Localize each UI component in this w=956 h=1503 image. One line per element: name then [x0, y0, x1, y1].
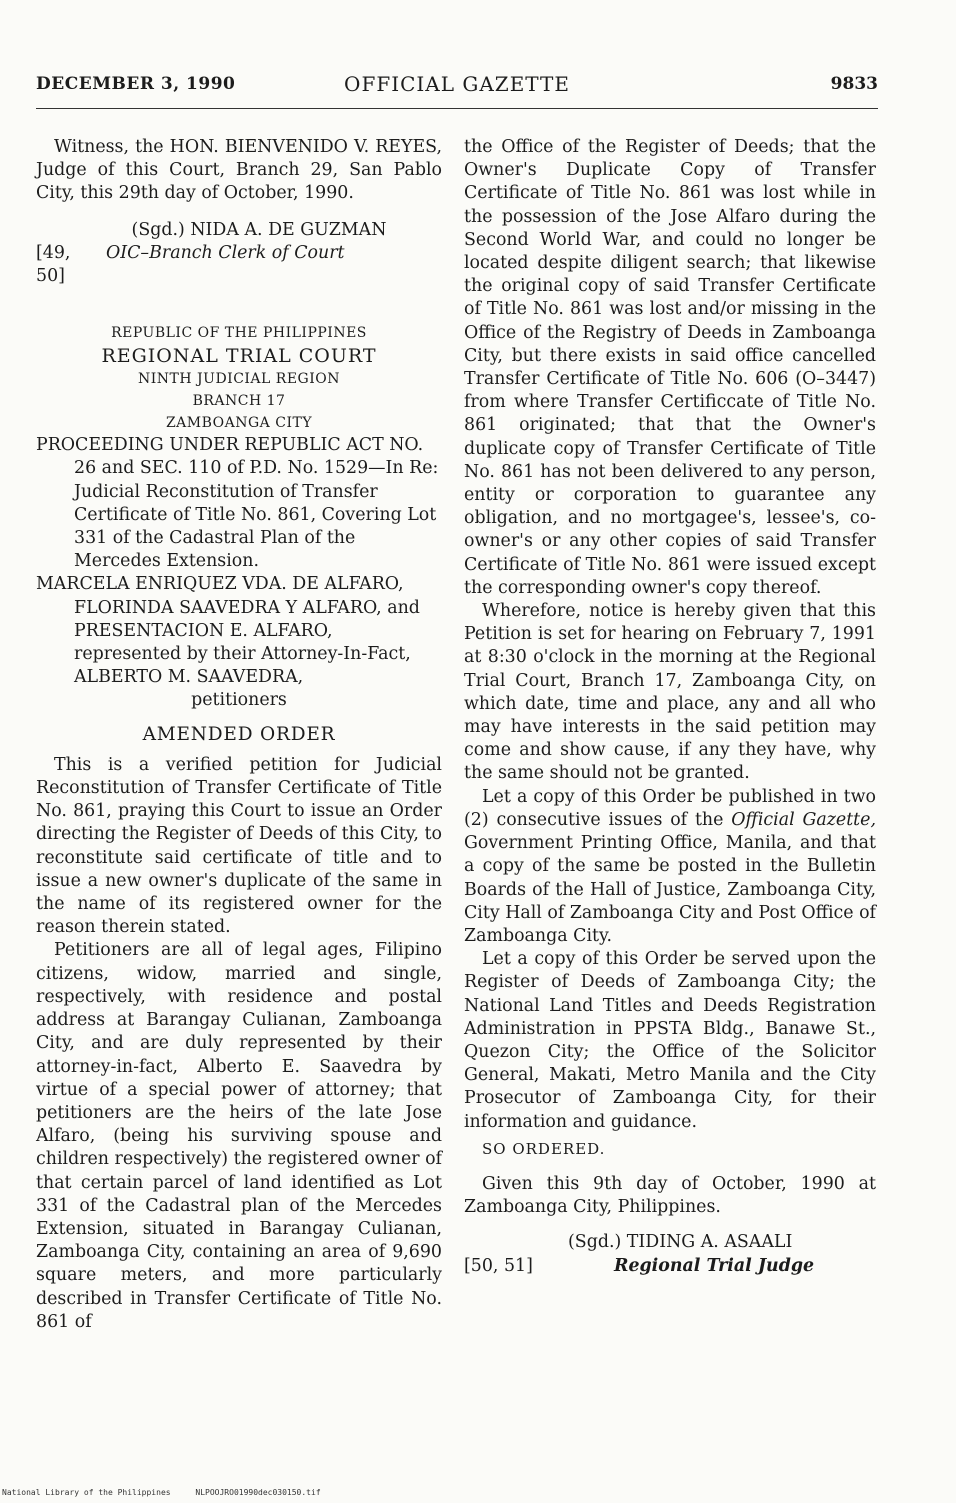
order-paragraph-1: This is a verified petition for Judicial Reconstitution of Transfer Certificate of Title No. 861, praying this Court to issue an Order directing the Register of Deeds of this City, to reconstitute said certificate of title and to issue a new owner's duplicate of the same in the name of its registered owner for the reason therein stated.: [36, 754, 442, 938]
court-region: NINTH JUDICIAL REGION: [138, 371, 340, 388]
court-name: REGIONAL TRIAL COURT: [101, 345, 377, 368]
page-number: 9833: [830, 74, 878, 94]
scan-footer: [2, 1488, 341, 1497]
right-column: [464, 136, 876, 1278]
publication-name: Official Gazette,: [731, 809, 876, 830]
order-paragraph-2: Petitioners are all of legal ages, Filipino citizens, widow, married and single, respectively, with residence and postal address at Barangay Culianan, Zamboanga City, and are duly represented by their attorney-in-fact, Alberto E. Saavedra by virtue of a special power of attorney; that petitioners are the heirs of the late Jose Alfaro, (being his surviving spouse and children respectively) the registered owner of that certain parcel of land identified as Lot 331 of the Cadastral plan of the Mercedes Extension, situated in Barangay Culianan, Zamboanga City, containing an area of 9,690 square meters, and more particularly described in Transfer Certificate of Title No. 861 of: [36, 940, 442, 1332]
order-paragraph-6: Let a copy of this Order be served upon the Register of Deeds of Zamboanga City; the National Land Titles and Deeds Registration Administration in PPSTA Bldg., Banawe St., Quezon City; the Office of the Solicitor General, Makati, Metro Manila and the City Prosecutor of Zamboanga City, for their information and guidance.: [464, 949, 876, 1132]
judge-signature-title: Regional Trial Judge: [614, 1255, 815, 1276]
court-heading: [36, 322, 442, 434]
publication-text-a: Let a copy of this Order be published in two (2) consecutive issues of the: [464, 786, 876, 830]
issue-date: DECEMBER 3, 1990: [36, 74, 236, 94]
petitioners-label: petitioners: [191, 690, 287, 711]
judge-issue-reference: [50, 51]: [464, 1255, 533, 1276]
court-city: ZAMBOANGA CITY: [165, 415, 313, 432]
court-branch: BRANCH 17: [192, 393, 286, 410]
scan-filename: NLPOOJRO01990dec030150.tif: [195, 1488, 321, 1497]
judge-signature-block: [464, 1231, 876, 1277]
clerk-signature-title: OIC–Branch Clerk of Court: [106, 242, 345, 263]
order-paragraph-3: the Office of the Register of Deeds; that the Owner's Duplicate Copy of Transfer Certificate of Title No. 861 was lost while in the possession of the Jose Alfaro during the Second World War, and could no longer be located despite diligent search; that likewise the original copy of said Transfer Certificate of Title No. 861 was lost and/or missing in the Office of the Registry of Deeds in Zamboanga City, but there exists in said office cancelled Transfer Certificate of Title No. 606 (O–3447) from where Transfer Certificcate of Title No. 861 originated; that that the Owner's duplicate copy of Transfer Certificate of Title No. 861 has not been delivered to any person, entity or corporation to guarantee any obligation, and no mortgagee's, lessee's, co-owner's or any other copies of said Transfer Certificate of Title No. 861 were issued except the corresponding owner's copy thereof.: [464, 137, 876, 598]
clerk-signature-block: [36, 219, 442, 289]
page-header: [36, 74, 878, 98]
publication-title: OFFICIAL GAZETTE: [344, 72, 570, 96]
given-paragraph: Given this 9th day of October, 1990 at Zamboanga City, Philippines.: [464, 1173, 876, 1218]
order-title: AMENDED ORDER: [142, 723, 336, 745]
left-column: [36, 136, 442, 1334]
witness-paragraph: Witness, the HON. BIENVENIDO V. REYES, Judge of this Court, Branch 29, San Pablo City, this 29th day of October, 1990.: [36, 137, 442, 204]
court-republic: REPUBLIC OF THE PHILIPPINES: [111, 325, 367, 342]
order-paragraph-4: Wherefore, notice is hereby given that this Petition is set for hearing on February 7, 1991 at 8:30 o'clock in the morning at the Regional Trial Court, Branch 17, Zamboanga City, on which date, time and place, any and all who may have interests in the said petition may come and show cause, if any they have, why the same should not be granted.: [464, 601, 876, 784]
clerk-signature-name: (Sgd.) NIDA A. DE GUZMAN: [131, 219, 387, 240]
judge-signature-name: (Sgd.) TIDING A. ASAALI: [568, 1232, 793, 1253]
case-parties: MARCELA ENRIQUEZ VDA. DE ALFARO, FLORINDA SAAVEDRA Y ALFARO, and PRESENTACION E. ALFARO, represented by their Attorney-In-Fact, ALBERTO M. SAAVEDRA,: [36, 574, 420, 688]
so-ordered: SO ORDERED.: [482, 1139, 606, 1158]
order-paragraph-5: [464, 786, 876, 948]
header-rule: [36, 108, 878, 109]
publication-text-b: Government Printing Office, Manila, and that a copy of the same be posted in the Bulletin Boards of the Hall of Justice, Zamboanga City, City Hall of Zamboanga City and Post Office of Zamboanga City.: [464, 833, 876, 946]
library-credit: National Library of the Philippines: [2, 1488, 171, 1497]
clerk-issue-reference: [49, 50]: [36, 242, 71, 287]
case-caption: PROCEEDING UNDER REPUBLIC ACT NO. 26 and SEC. 110 of P.D. No. 1529—In Re: Judicial Reconstitution of Transfer Certificate of Title No. 861, Covering Lot 331 of the Cadastral Plan of the Mercedes Extension.: [36, 435, 439, 572]
